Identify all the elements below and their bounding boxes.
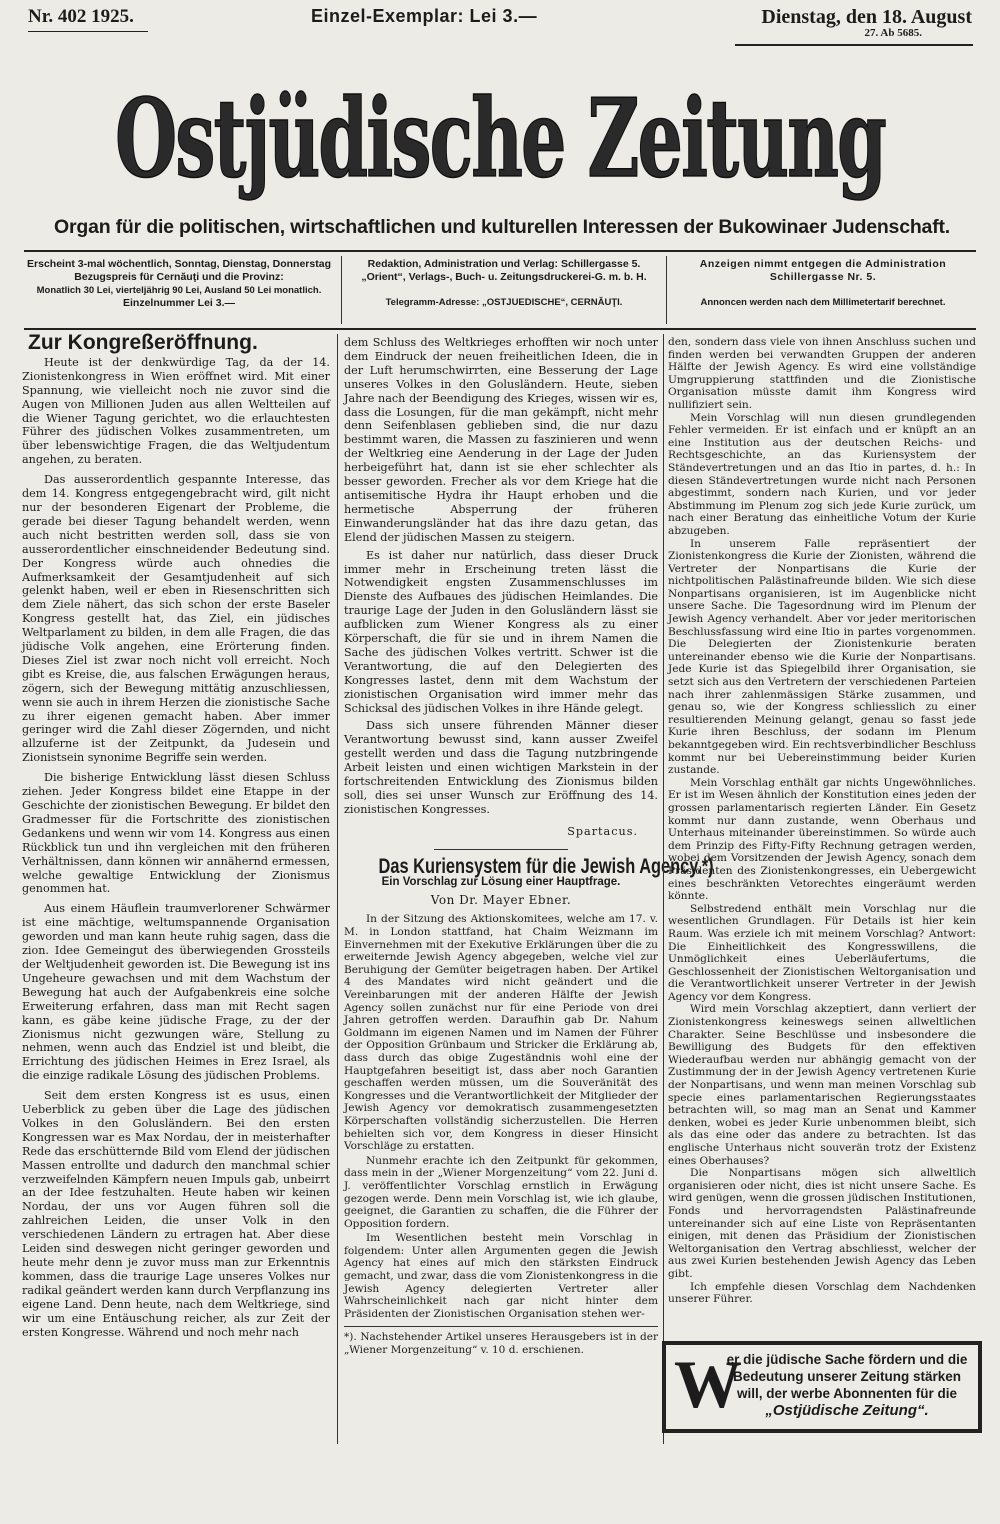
divider	[666, 256, 667, 324]
paragraph: Seit dem ersten Kongress ist es usus, einen Ueberblick zu geben über die Lage des jüdischen Volkes in den Golusländern. Bei den ersten Kongressen war es Max Nordau, der in meisterhafter Rede das erschütternde Bild vom Elend der jüdischen Massen entrollte und dadurch den manchmal schier verzweifelnden Kämpfern neuen Impuls gab, unbeirrt an der Idee festzuhalten. Heute haben wir keinen Nordau, der uns vor Augen führen soll die zahlreichen Leiden, die unser Volk in den verschiedenen Ländern zu ertragen hat. Aber diese Leiden sind deswegen nicht geringer geworden und heute mehr denn je zuvor muss man zur Erkenntnis kommen, dass die traurige Lage unseres Volkes nur radikal geändert werden kann durch Verpflanzung ins eigene Land. Denn heute, nach dem Weltkriege, sind wir um eine Entäuschung reicher, als zur Zeit der ersten Kongresse. Während und noch mehr nach	[22, 1089, 330, 1339]
price: Einzel-Exemplar: Lei 3.—	[311, 6, 538, 26]
column-3	[668, 336, 976, 1336]
column-divider	[337, 334, 338, 1444]
separator	[434, 849, 568, 850]
masthead-logo	[100, 46, 900, 216]
issue-date: Dienstag, den 18. August	[761, 6, 972, 28]
issue-number: Nr. 402 1925.	[28, 6, 134, 27]
info-right	[670, 258, 976, 324]
info-right-line: Schillergasse Nr. 5.	[769, 271, 877, 283]
paragraph: Mein Vorschlag will nun diesen grundlegenden Fehler vermeiden. Er ist einfach und er knüpft an an eine Institution aus der deutschen Reichs- und Rechtsgeschichte, an das Kuriensystem der Ständevertretungen und an das Itio in partes, d. h.: In diesen Ständevertretungen wurde nicht nach Personen abgestimmt, sondern nach Kurien, und vor jeder Abstimmung im Plenum zog sich jede Kurie zurück, um nach einer Beratung das einheitliche Votum der Kurie abzugeben.	[668, 411, 976, 537]
paragraph: Das ausserordentlich gespannte Interesse, das dem 14. Kongress entgegengebracht wird, gilt nicht nur der besonderen Eigenart der Probleme, die gerade bei dieser Tagung behandelt werden, wenn auch nicht bestritten werden soll, dass sie von ausserordentlicher einschneidender Bedeutung sind. Der Kongress würde auch ohnedies die Aufmerksamkeit der Gesamtjudenheit auf sich gelenkt haben, weil er eben in Riesenschritten sich dem Ziele nähert, das sich schon der erste Baseler Kongress gestellt hat, das Ziel, ein jüdisches Weltparlament zu bilden, in dem alle Fragen, die das jüdische Volk angehen, eine Erörterung finden. Dieses Ziel ist zwar noch nicht voll erreicht. Noch gibt es Kreise, die, aus falschen Erwägungen heraus, zögern, sich der Bewegung mittätig anzuschliessen, wenn sie auch in ihrem Herzen die zionistische Sache zu ihrer eigenen gemacht haben. Aber immer geringer wird die Zahl dieser Zögernden, und nicht allzuferne ist der Zeitpunkt, da Judesein und Zionistsein synonime Begriffe sein werden.	[22, 473, 330, 765]
rule-2	[24, 328, 976, 330]
paragraph: Selbstredend enthält mein Vorschlag nur die wesentlichen Grundlagen. Für Details ist hier kein Raum. Was erziele ich mit meinem Vorschlag? Antwort: Die Einheitlichkeit des Kongresswillens, die Unmöglichkeit eines Ueberläufertums, die Geschlossenheit der Zionistischen Weltorganisation und die Verantwortlichkeit unserer Vertreter in der Jewish Agency vor dem Kongress.	[668, 902, 976, 1003]
paragraph: Dass sich unsere führenden Männer dieser Verantwortung bewusst sind, kann ausser Zweifel gestellt werden und dass die Tagung nutzbringende Arbeit leisten und einen wichtigen Markstein in der fortschreitenden Entwicklung des Zionismus bilden soll, dies sei unser Wunsch zur Eröffnung des 14. zionistischen Kongresses.	[344, 719, 658, 816]
issue-underline	[28, 31, 148, 32]
info-middle-line: Redaktion, Administration und Verlag: Schillergasse 5.	[367, 258, 641, 270]
info-right-line: Anzeigen nimmt entgegen die Administration	[699, 258, 947, 270]
paragraph: Nunmehr erachte ich den Zeitpunkt für gekommen, dass mein in der „Wiener Morgenzeitung“ vom 22. Juni d. J. veröffentlichter Vorschlag ernstlich in Erwägung gezogen werde. Denn mein Vorschlag ist, wie ich glaube, geeignet, die Garantien zu schaffen, die die Führer der Opposition fordern.	[344, 1154, 658, 1230]
ad-paper-name: „Ostjüdische Zeitung“.	[765, 1402, 929, 1419]
ad-initial: W	[674, 1346, 742, 1422]
article-subhead: Ein Vorschlag zur Lösung einer Hauptfrage.	[381, 875, 621, 888]
author: Von Dr. Mayer Ebner.	[430, 892, 572, 907]
info-right-line: Annoncen werden nach dem Millimetertarif berechnet.	[700, 297, 946, 308]
paragraph: den, sondern dass viele von ihnen Anschluss suchen und finden werden bei verwandten Gruppen der anderen Hälfte der Jewish Agency. Es wird eine vollständige Umgruppierung stattfinden und die Zionistische Organisation müsste damit ihm Kongress wird nullifiziert sein.	[668, 336, 976, 411]
rule-1	[24, 250, 976, 252]
paragraph: dem Schluss des Weltkrieges erhofften wir noch unter dem Eindruck der neuen freiheitlichen Ideen, die in der Luft herumschwirrten, eine Besserung der Lage unseres Volkes in den Golusländern. Heute, sieben Jahre nach der Beendigung des Krieges, wissen wir es, dass die Losungen, für die man gekämpft, nicht mehr denn Seifenblasen geblieben sind, die nur dazu bestimmt waren, die Massen zu faszinieren und wenn der Weltkrieg eine Aenderung in der Lage der Juden herbeigeführt hat, dann ist sie eher schlechter als besser geworden. Frecher als vor dem Kriege hat die antisemitische Hydra ihr Haupt erhoben und die hermetische Absperrung der früheren Einwanderungsländer hat das ihre dazu getan, das Elend der jüdischen Massen zu steigern.	[344, 336, 658, 544]
paragraph: In der Sitzung des Aktionskomitees, welche am 17. v. M. in London stattfand, hat Chaim Weizmann im Einvernehmen mit der Exekutive Erklärungen über die zu erweiternde Jewish Agency abgegeben, welche viel zur Beruhigung der Gemüter beigetragen haben. Der Artikel 4 des Mandates wird nicht geändert und die Vereinbarungen mit der anderen Hälfte der Jewish Agency sollen zunächst nur für eine Periode von drei Jahren getroffen werden. Daraufhin gab Dr. Nahum Goldmann im eigenen Namen und im Namen der Führer der Opposition Grünbaum und Stricker die Erklärung ab, dass durch das obige Zugeständnis wohl eine der Hauptgefahren beseitigt ist, dass aber noch Garantien geschaffen werden müssen, um die Souveränität des Kongresses und die Verantwortlichkeit der Mitglieder der Jewish Agency vor demokratisch zusammengesetzten Körperschaften vollständig sicherzustellen. Die Herren behielten sich vor, dem Kongress in dieser Hinsicht Vorschläge zu erstatten.	[344, 913, 658, 1153]
subscription-ad	[662, 1341, 982, 1433]
ad-body: er die jüdische Sache fördern und die Bedeutung unserer Zeitung stärken will, der werbe Abonnenten für die	[726, 1352, 968, 1401]
article-headline: Zur Kongreßeröffnung.	[28, 331, 258, 354]
divider	[341, 256, 342, 324]
footnote: *). Nachstehender Artikel unseres Herausgebers ist in der „Wiener Morgenzeitung“ v. 10 d. erschienen.	[344, 1326, 658, 1357]
paragraph: In unserem Falle repräsentiert der Zionistenkongress die Kurie der Zionisten, während die Vertreter der Nonpartisans die Kurie der nichtpolitischen Palästinafreunde bilden. Wie sich diese Nonpartisans organisieren, ist im Augenblicke nicht unsere Sache. Die Tagesordnung wird im Plenum der Jewish Agency verhandelt. Aber vor jeder meritorischen Beschlussfassung wird eine Itio in partes vorgenommen. Die Delegierten der Zionistenkurie beraten untereinander ebenso wie die Kurie der Nonpartisans. Jede Kurie ist das Spiegelbild ihrer Organisation, sie setzt sich aus den Vertretern der verschiedenen Parteien nach ihrer zahlenmässigen Stärke zusammen, und genau so, wie der Kongress schliesslich zu einer resultierenden Meinung gelangt, genau so fasst jede Kurie ihren Beschluss, der sodann im Plenum bekanntgegeben wird. Ein rechtsverbindlicher Beschluss kommt nur bei Uebereinstimmung beider Kurien zustande.	[668, 537, 976, 777]
article-headline: Das Kuriensystem für die Jewish Agency.*)	[378, 854, 714, 878]
paragraph: Die Nonpartisans mögen sich allweltlich organisieren oder nicht, dies ist nicht unsere Sache. Es wird genügen, wenn die grossen jüdischen Institutionen, Fonds und hervorragendsten Palästinafreunde untereinander sich auf eine Liste von Repräsentanten einigen, mit denen das Präsidium der Zionistischen Weltorganisation den Vertrag abschliesst, welcher der aus zwei Kurien bestehenden Jewish Agency das Leben gibt.	[668, 1167, 976, 1280]
info-middle	[346, 258, 662, 324]
paragraph: Die bisherige Entwicklung lässt diesen Schluss ziehen. Jeder Kongress bildet eine Etappe in der Geschichte der zionistischen Bewegung. Er bildet den Gradmesser für die Fortschritte des zionistischen Gedankens und wenn wir vom 14. Kongress aus einen Rückblick tun und ihn vergleichen mit den früheren Verhältnissen, dann können wir annähernd ermessen, welche gewaltige Entwicklung der Zionismus genommen hat.	[22, 771, 330, 896]
paragraph: Wird mein Vorschlag akzeptiert, dann verliert der Zionistenkongress keineswegs seinen allweltlichen Charakter. Seine Beschlüsse und insbesondere die Bewilligung des Budgets für den effektiven Wiederaufbau werden nur abhängig gemacht von der Zustimmung der in der Jewish Agency vertretenen Kurie der Nonpartisans, und wenn man meinen Vorschlag sub specie eines parlamentarischen Regierungsstaates betrachten will, so mag man an Senat und Kammer denken, wobei es jeder Kurie unbenommen bleibt, sich als das eine oder das andere zu betrachten. Ist das englische Unterhaus nicht souverän trotz der Existenz eines Oberhauses?	[668, 1003, 976, 1167]
column-1	[22, 331, 330, 1444]
info-left	[24, 258, 334, 324]
paragraph: Mein Vorschlag enthält gar nichts Ungewöhnliches. Er ist im Wesen ähnlich der Konstitution eines jeden der grossen parlamentarisch regierten Länder. Ein Gesetz kommt nur dann zustande, wenn Oberhaus und Unterhaus miteinander übereinstimmen. So würde auch dem Prinzip des Fifty-Fifty Rechnung getragen werden, wobei dem Vorsitzenden der Jewish Agency, sonach dem Präsidenten des Zionistenkongresses, ein Uebergewicht eines beschränkten Vetorechtes eingeräumt werden könnte.	[668, 776, 976, 903]
info-left-line: Einzelnummer Lei 3.—	[122, 297, 236, 309]
paragraph: Im Wesentlichen besteht mein Vorschlag in folgendem: Unter allen Argumenten gegen die Jewish Agency hat eines auf mich den stärksten Eindruck gemacht, und zwar, dass die vom Zionistenkongress in die Jewish Agency delegierten Vertreter aller Wahrscheinlichkeit nach gar nicht hinter dem Präsidenten der Zionistischen Organisation stehen wer-	[344, 1232, 658, 1320]
info-middle-line: „Orient“, Verlags-, Buch- u. Zeitungsdruckerei-G. m. b. H.	[361, 271, 647, 283]
masthead	[100, 46, 900, 216]
paragraph: Es ist daher nur natürlich, dass dieser Druck immer mehr in Erscheinung treten lässt die Notwendigkeit engsten Zusammenschlusses im Dienste des Aufbaues des jüdischen Heimlandes. Die traurige Lage der Juden in den Golusländern lässt sie aufblicken zum Wiener Kongress als zu einer Körperschaft, die für sie und in ihrem Namen die Sache des jüdischen Volkes vertritt. Schwer ist die Verantwortung, die auf den Delegierten des Kongresses lastet, denn mit dem Wachstum der zionistischen Organisation wird immer mehr das Schicksal des jüdischen Volkes in ihre Hände gelegt.	[344, 548, 658, 715]
info-left-line: Erscheint 3-mal wöchentlich, Sonntag, Dienstag, Donnerstag	[27, 258, 331, 270]
info-middle-line: Telegramm-Adresse: „OSTJUEDISCHE“, CERNĂUŢI.	[385, 297, 623, 308]
masthead-title: Ostjüdische Zeitung	[115, 76, 886, 202]
signature: Spartacus.	[567, 824, 638, 838]
top-line	[28, 6, 972, 28]
paragraph: Heute ist der denkwürdige Tag, da der 14. Zionistenkongress in Wien eröffnet wird. Mit einer Spannung, wie vielleicht noch nie zuvor sind die Augen von Millionen Juden aus allen Weltteilen auf die Wiener Tagung gerichtet, wo die erlauchtesten Führer des jüdischen Volkes zusammentreten, um über lebenswichtige Fragen, die das Weltjudentum angehen, zu beraten.	[22, 355, 330, 467]
ad-text	[724, 1351, 970, 1419]
paragraph: Aus einem Häuflein traumverlorener Schwärmer ist eine mächtige, weltumspannende Organisation geworden und man kann heute ruhig sagen, dass die zion. Idee Gemeingut des überwiegenden Grossteils der Weltjudenheit geworden ist. Die Bewegung ist ins Ungeheure gewachsen und mit dem Wachstum der Bewegung hat auch der Aufgabenkreis eine solche Erweiterung erfahren, dass man mit Recht sagen kann, es gäbe keine jüdische Frage, zu der der Zionismus nicht gezwungen wäre, Stellung zu nehmen, wenn auch das Endziel ist und bleibt, die Errichtung des jüdischen Heimes in Erez Israel, als die einzige radikale Lösung des jüdischen Problems.	[22, 902, 330, 1083]
column-divider	[663, 334, 664, 1444]
info-left-line: Monatlich 30 Lei, vierteljährig 90 Lei, Ausland 50 Lei monatlich.	[36, 285, 322, 296]
hebrew-date: 27. Ab 5685.	[864, 27, 922, 39]
column-2	[344, 336, 714, 1444]
paragraph: Ich empfehle diesen Vorschlag dem Nachdenken unserer Führer.	[668, 1280, 976, 1306]
info-left-line: Bezugspreis für Cernăuţi und die Provinz:	[74, 271, 284, 283]
subtitle: Organ für die politischen, wirtschaftlichen und kulturellen Interessen der Bukowinaer Judenschaft.	[54, 216, 950, 238]
